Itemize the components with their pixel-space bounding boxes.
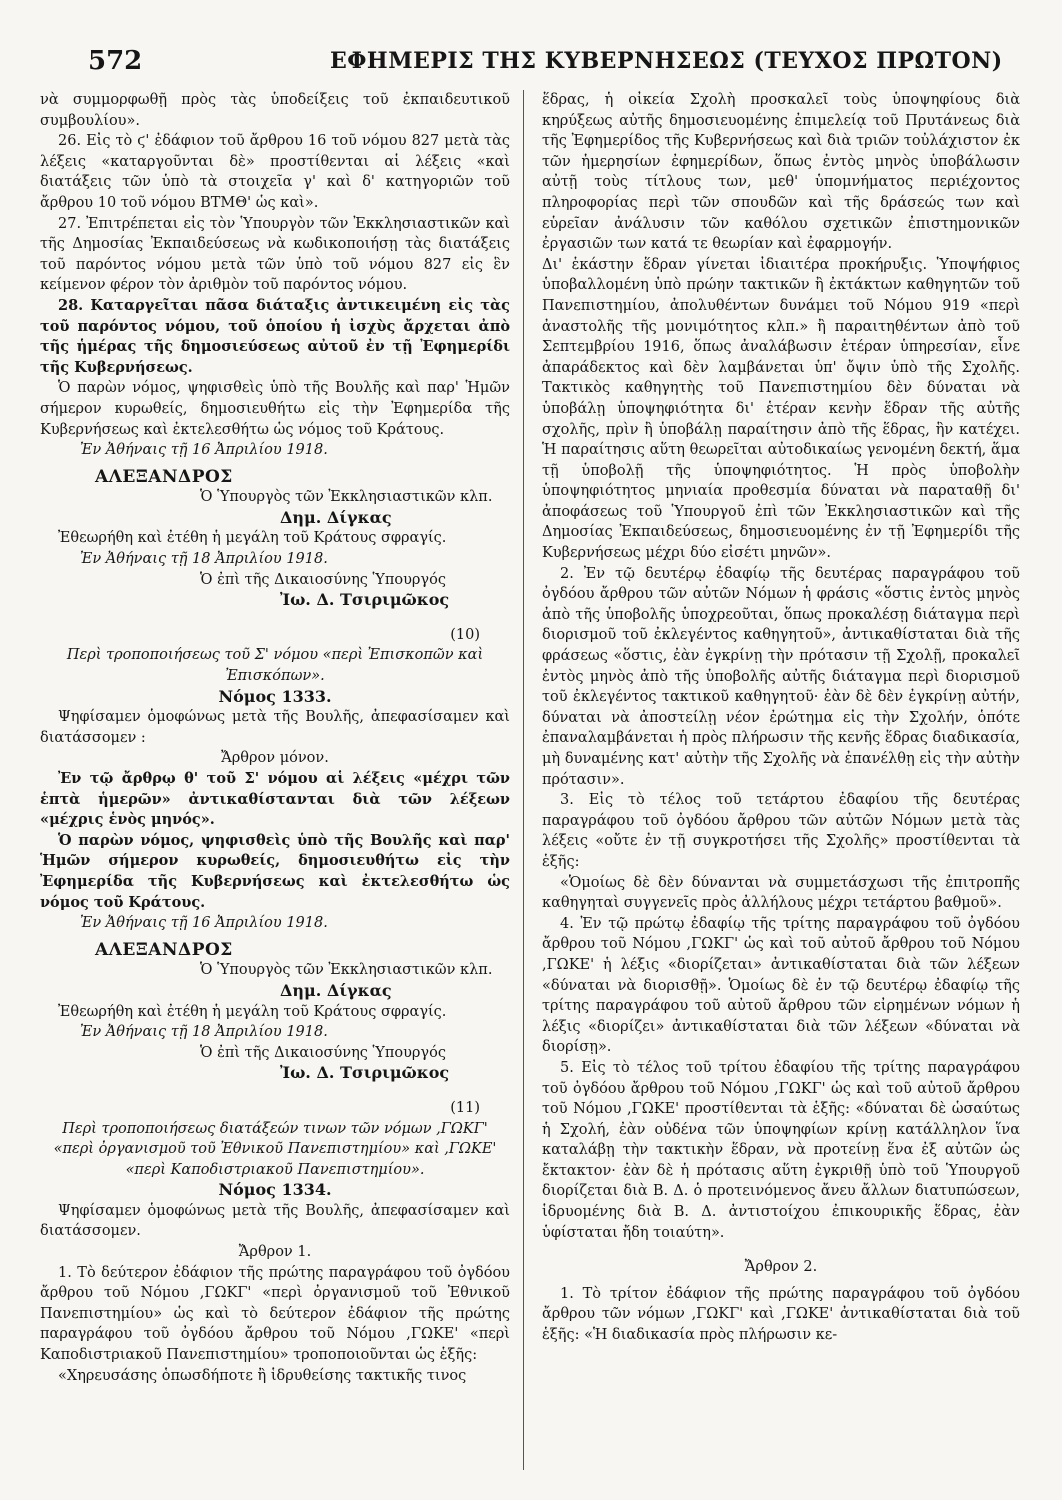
section-number: (10) — [450, 626, 480, 643]
section-title: Περὶ τροποποιήσεως τοῦ Σ' νόμου «περὶ Ἐπισκοπῶν καὶ Ἐπισκόπων». — [66, 647, 484, 685]
justice-minister-name: Ἰω. Δ. Τσιριμῶκος — [280, 590, 450, 610]
paragraph-27: 27. Ἐπιτρέπεται εἰς τὸν Ὑπουργὸν τῶν Ἐκκλησιαστικῶν καὶ τῆς Δημοσίας Ἐκπαιδεύσεως νὰ κωδικοποιήσῃ τὰς διατάξεις τοῦ παρόντος νόμου μετὰ τῶν ὑπὸ τοῦ νόμου 827 εἰς ἓν κείμενον φέρον τὸν ἀριθμὸν τοῦ παρόντος νόμου. — [40, 215, 510, 294]
date-line: Ἐν Ἀθήναις τῇ 16 Ἀπριλίου 1918. — [80, 442, 328, 459]
seal-note: Ἐθεωρήθη καὶ ἐτέθη ἡ μεγάλη τοῦ Κράτους σφραγίς. — [58, 1003, 447, 1020]
minister-name: Δημ. Δίγκας — [280, 980, 392, 1000]
law-number: Νόμος 1334. — [218, 1180, 332, 1200]
date-line: Ἐν Ἀθήναις τῇ 18 Ἀπριλίου 1918. — [80, 551, 328, 568]
left-column — [40, 90, 510, 1386]
minister-title: Ὁ Ὑπουργὸς τῶν Ἐκκλησιαστικῶν κλπ. — [200, 489, 493, 506]
justice-minister-title: Ὁ ἐπὶ τῆς Δικαιοσύνης Ὑπουργός — [200, 571, 446, 588]
paragraph: 4. Ἐν τῷ πρώτῳ ἐδαφίῳ τῆς τρίτης παραγράφου τοῦ ὀγδόου ἄρθρου τοῦ Νόμου ,ΓΩΚΓ' ὡς καὶ τοῦ αὐτοῦ ἄρθρου τοῦ Νόμου ,ΓΩΚΕ' ἡ λέξις «διορίζεται» ἀντικαθίσταται διὰ τῶν λέξεων «δύναται νὰ διορισθῇ». Ὁμοίως δὲ ἐν τῷ δευτέρῳ ἐδαφίῳ τῆς τρίτης παραγράφου τοῦ αὐτοῦ ἄρθρου τῶν εἰρημένων νόμων ἡ λέξις «διορίζει» ἀντικαθίσταται διὰ τῶν λέξεων «δύναται νὰ διορίσῃ». — [542, 915, 1020, 1056]
paragraph: Δι' ἑκάστην ἕδραν γίνεται ἰδιαιτέρα προκήρυξις. Ὑποψήφιος ὑποβαλλομένη ὑπὸ πρώην τακτικῶν ἢ ἐκτάκτων καθηγητῶν τοῦ Πανεπιστημίου, ἀπολυθέντων δυνάμει τοῦ Νόμου 919 «περὶ ἀναστολῆς τῆς μονιμότητος κλπ.» ἢ παραιτηθέντων ἀπὸ τοῦ Σεπτεμβρίου 1916, ὅπως ἀναλάβωσιν ἑτέραν ὑπηρεσίαν, εἶνε ἀπαράδεκτος καὶ δὲν λαμβάνεται ὑπ' ὄψιν ὑπὸ τῆς Σχολῆς. Τακτικὸς καθηγητὴς τοῦ Πανεπιστημίου δὲν δύναται νὰ ὑποβάλῃ ὑποψηφιότητα δι' ἑτέραν κενὴν ἕδραν τῆς αὐτῆς σχολῆς, πρὶν ἢ ὑποβάλῃ παραίτησιν ἀπὸ τῆς ἕδρας, ἣν κατέχει. Ἡ παραίτησις αὕτη θεωρεῖται αὐτοδικαίως γενομένη δεκτή, ἅμα τῇ ὑποβολῇ τῆς ὑποψηφιότητος. Ἡ πρὸς ὑποβολὴν ὑποψηφιότητος μηνιαία προθεσμία δύναται νὰ παραταθῇ δι' ἀποφάσεως τοῦ Ὑπουργοῦ ἐπὶ τῶν Ἐκκλησιαστικῶν καὶ τῆς Δημοσίας Ἐκπαιδεύσεως, δημοσιευομένης ἐν τῇ Ἐφημερίδι τῆς Κυβερνήσεως μέχρι δύο εἰσέτι μηνῶν». — [542, 256, 1020, 562]
paragraph: «Ὁμοίως δὲ δὲν δύνανται νὰ συμμετάσχωσι τῆς ἐπιτροπῆς καθηγηταὶ συγγενεῖς πρὸς ἀλλήλους μέχρι τετάρτου βαθμοῦ». — [542, 874, 1020, 912]
justice-minister-title: Ὁ ἐπὶ τῆς Δικαιοσύνης Ὑπουργός — [200, 1044, 446, 1061]
paragraph: 3. Εἰς τὸ τέλος τοῦ τετάρτου ἐδαφίου τῆς δευτέρας παραγράφου τοῦ ὀγδόου ἄρθρου τῶν αὐτῶν Νόμων μετὰ τὰς λέξεις «οὔτε ἐν τῇ συγκροτήσει τῆς Σχολῆς» προστίθενται τὰ ἑξῆς: — [542, 792, 1020, 870]
enactment-clause: Ψηφίσαμεν ὁμοφώνως μετὰ τῆς Βουλῆς, ἀπεφασίσαμεν καὶ διατάσσομεν : — [40, 709, 510, 746]
page-header — [30, 42, 1032, 76]
article-paragraph: 1. Τὸ δεύτερον ἐδάφιον τῆς πρώτης παραγράφου τοῦ ὀγδόου ἄρθρου τοῦ Νόμου ,ΓΩΚΓ' «περὶ ὀργανισμοῦ τοῦ Ἐθνικοῦ Πανεπιστημίου» ὡς καὶ τὸ δεύτερον ἐδάφιον τῆς πρώτης παραγράφου τοῦ ὀγδόου ἄρθρου τοῦ Νόμου ,ΓΩΚΕ' «περὶ Καποδιστριακοῦ Πανεπιστημίου» τροποποιοῦνται ὡς ἑξῆς: — [40, 1264, 510, 1364]
date-line: Ἐν Ἀθήναις τῇ 18 Ἀπριλίου 1918. — [80, 1024, 328, 1041]
law-number: Νόμος 1333. — [218, 686, 332, 706]
seal-note: Ἐθεωρήθη καὶ ἐτέθη ἡ μεγάλη τοῦ Κράτους σφραγίς. — [58, 530, 447, 547]
paragraph-26: 26. Εἰς τὸ ϛ' ἐδάφιον τοῦ ἄρθρου 16 τοῦ νόμου 827 μετὰ τὰς λέξεις «καταργοῦνται δὲ» προστίθενται αἱ λέξεις «καὶ διατάξεις τῶν ὑπὸ τὰ στοιχεῖα γ' καὶ δ' κατηγοριῶν τοῦ ἄρθρου 10 τοῦ νόμου ΒΤΜΘ' ὡς καὶ». — [40, 133, 510, 211]
king-signature: ΑΛΕΞΑΝΔΡΟΣ — [95, 939, 233, 960]
ratification-text: Ὁ παρὼν νόμος, ψηφισθεὶς ὑπὸ τῆς Βουλῆς καὶ παρ' Ἡμῶν σήμερον κυρωθείς, δημοσιευθήτω εἰς τὴν Ἐφημερίδα τῆς Κυβερνήσεως καὶ ἐκτελεσθήτω ὡς νόμος τοῦ Κράτους. — [40, 831, 510, 911]
article-heading: Ἄρθρον μόνον. — [221, 750, 329, 767]
ratification-text: Ὁ παρὼν νόμος, ψηφισθεὶς ὑπὸ τῆς Βουλῆς καὶ παρ' Ἡμῶν σήμερον κυρωθείς, δημοσιευθήτω εἰς τὴν Ἐφημερίδα τῆς Κυβερνήσεως καὶ ἐκτελεσθήτω ὡς νόμος τοῦ Κράτους. — [40, 380, 510, 438]
right-column — [542, 90, 1020, 1346]
section-number: (11) — [450, 1099, 480, 1116]
paragraph: 2. Ἐν τῷ δευτέρῳ ἐδαφίῳ τῆς δευτέρας παραγράφου τοῦ ὀγδόου ἄρθρου τῶν αὐτῶν Νόμων ἡ φράσις «ὅστις ἐντὸς μηνὸς ἀπὸ τῆς ὑποβολῆς ὑποχρεοῦται, ὅπως προκαλέσῃ διάταγμα περὶ διορισμοῦ τοῦ ἐκλεγέντος καθηγητοῦ», ἀντικαθίσταται διὰ τῆς φράσεως «ὅστις, ἐὰν ἐγκρίνῃ τὴν πρότασιν τῇ Σχολῇ, προκαλεῖ ἐντὸς μηνὸς ἀπὸ τῆς ὑποβολῆς αὐτῆς διάταγμα περὶ διορισμοῦ τοῦ ἐκλεγέντος τακτικοῦ καθηγητοῦ· ἐὰν δὲ δὲν ἐγκρίνῃ αὐτήν, δύναται νὰ ἀποστείλῃ νέον ἐρώτημα εἰς τὴν Σχολήν, ὁπότε ἐπαναλαμβάνεται ἡ πρὸς πλήρωσιν τῆς κενῆς ἕδρας διαδικασία, μὴ δυναμένης κατ' αὐτὴν τῆς Σχολῆς νὰ ἐπανέλθῃ εἰς τὴν αὐτὴν πρότασιν». — [542, 565, 1020, 788]
date-line: Ἐν Ἀθήναις τῇ 16 Ἀπριλίου 1918. — [80, 915, 328, 932]
article-text: Ἐν τῷ ἄρθρῳ θ' τοῦ Σ' νόμου αἱ λέξεις «μέχρι τῶν ἑπτὰ ἡμερῶν» ἀντικαθίστανται διὰ τῶν λέξεων «μέχρις ἑνὸς μηνός». — [40, 770, 510, 829]
paragraph-28: 28. Καταργεῖται πᾶσα διάταξις ἀντικειμένη εἰς τὰς τοῦ παρόντος νόμου, τοῦ ὁποίου ἡ ἰσχὺς ἄρχεται ἀπὸ τῆς ἡμέρας τῆς δημοσιεύσεως αὐτοῦ ἐν τῇ Ἐφημερίδι τῆς Κυβερνήσεως. — [40, 296, 510, 376]
minister-title: Ὁ Ὑπουργὸς τῶν Ἐκκλησιαστικῶν κλπ. — [200, 962, 493, 979]
article-heading: Ἄρθρον 1. — [238, 1244, 312, 1261]
paragraph: 1. Τὸ τρίτον ἐδάφιον τῆς πρώτης παραγράφου τοῦ ὀγδόου ἄρθρου τῶν νόμων ,ΓΩΚΓ' καὶ ,ΓΩΚΕ' ἀντικαθίσταται διὰ τοῦ ἑξῆς: «Ἡ διαδικασία πρὸς πλήρωσιν κε- — [542, 1285, 1020, 1344]
paragraph: νὰ συμμορφωθῇ πρὸς τὰς ὑποδείξεις τοῦ ἐκπαιδευτικοῦ συμβουλίου». — [40, 92, 510, 129]
gazette-title: ΕΦΗΜΕΡΙΣ ΤΗΣ ΚΥΒΕΡΝΗΣΕΩΣ (ΤΕΥΧΟΣ ΠΡΩΤΟΝ) — [330, 48, 1003, 74]
section-title: Περὶ τροποποιήσεως διατάξεών τινων τῶν νόμων ,ΓΩΚΓ' «περὶ ὀργανισμοῦ τοῦ Ἐθνικοῦ Πανεπιστημίου» καὶ ,ΓΩΚΕ' «περὶ Καποδιστριακοῦ Πανεπιστημίου». — [53, 1120, 497, 1178]
king-signature: ΑΛΕΞΑΝΔΡΟΣ — [95, 466, 233, 487]
paragraph: 5. Εἰς τὸ τέλος τοῦ τρίτου ἐδαφίου τῆς τρίτης παραγράφου τοῦ ὀγδόου ἄρθρου τοῦ Νόμου ,ΓΩΚΓ' ὡς καὶ τοῦ αὐτοῦ ἄρθρου τοῦ Νόμου ,ΓΩΚΕ' προστίθενται τὰ ἑξῆς: «δύναται δὲ ὡσαύτως ἡ Σχολή, ἐὰν οὐδένα τῶν ὑποψηφίων κρίνῃ κατάλληλον ἵνα καταλάβῃ τὴν τακτικὴν ἕδραν, νὰ προτείνῃ ἕνα ἐξ αὐτῶν ὡς ἔκτακτον· ἐὰν δὲ ἡ πρότασις αὕτη ἐγκριθῇ ὑπὸ τοῦ Ὑπουργοῦ διορίζεται διὰ Β. Δ. ὁ προτεινόμενος ἄνευ ἄλλων διατυπώσεων, ἱδρυομένης διὰ Β. Δ. ἀντιστοίχου ἐπικουρικῆς ἕδρας, ἐὰν ὑφίσταται ἤδη τοιαύτη». — [542, 1059, 1020, 1241]
column-divider — [523, 90, 524, 1470]
paragraph: ἕδρας, ἡ οἰκεία Σχολὴ προσκαλεῖ τοὺς ὑποψηφίους διὰ κηρύξεως αὐτῆς δημοσιευομένης ἐπιμελείᾳ τοῦ Πρυτάνεως διὰ τῆς Ἐφημερίδος τῆς Κυβερνήσεως καὶ διὰ τριῶν τοὐλάχιστον ἐκ τῶν ἡμερησίων ἐφημερίδων, ὅπως ἐντὸς μηνὸς ὑποβάλωσιν αὐτῇ τοὺς τίτλους των, μεθ' ὑπομνήματος περιέχοντος πληροφορίας περὶ τῶν σπουδῶν καὶ τῆς δράσεώς των καὶ εὑρεῖαν ἀνάλυσιν τῶν καθόλου σχετικῶν ἐπιστημονικῶν ἐργασιῶν των κατά τε θεωρίαν καὶ ἐφαρμογήν. — [542, 92, 1020, 253]
justice-minister-name: Ἰω. Δ. Τσιριμῶκος — [280, 1063, 450, 1083]
page-number: 572 — [88, 46, 143, 76]
enactment-clause: Ψηφίσαμεν ὁμοφώνως μετὰ τῆς Βουλῆς, ἀπεφασίσαμεν καὶ διατάσσομεν. — [40, 1202, 510, 1240]
minister-name: Δημ. Δίγκας — [280, 507, 392, 527]
article-heading: Ἄρθρον 2. — [744, 1259, 818, 1276]
article-paragraph: «Χηρευσάσης ὁπωσδήποτε ἢ ἱδρυθείσης τακτικῆς τινος — [58, 1367, 467, 1384]
